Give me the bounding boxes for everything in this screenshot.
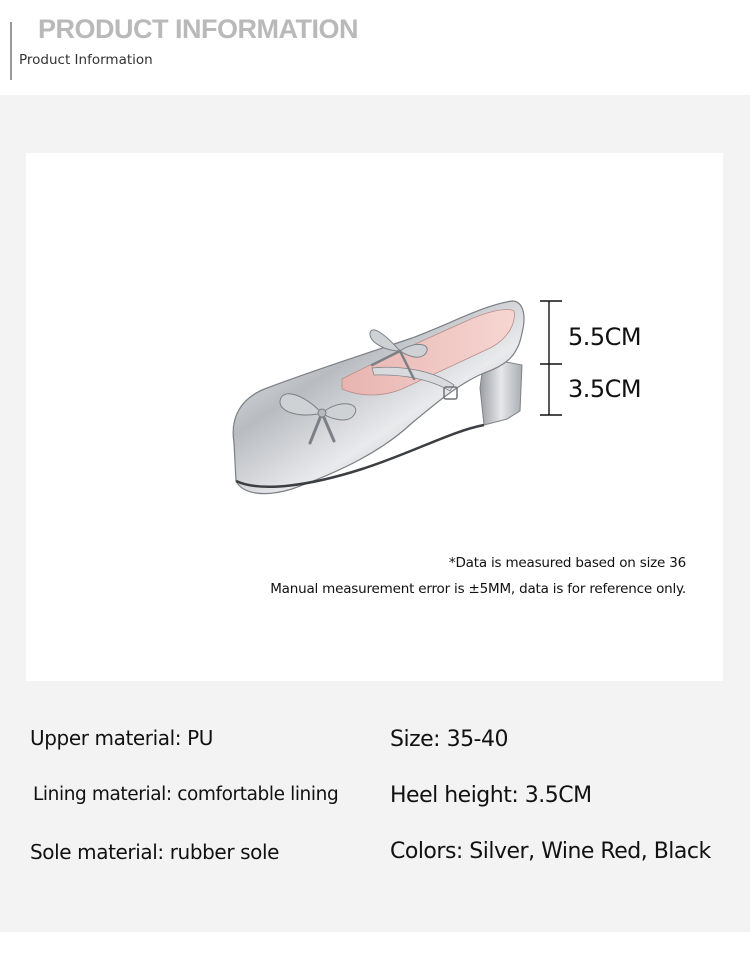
shoe-illustration <box>222 293 532 498</box>
shaft-height-label: 5.5CM <box>568 323 642 351</box>
error-note: Manual measurement error is ±5MM, data is for reference only. <box>270 581 686 597</box>
measurement-bracket <box>531 298 661 428</box>
spec-upper-material: Upper material: PU <box>30 726 213 750</box>
heel-height-label: 3.5CM <box>568 375 642 403</box>
spec-heel-height: Heel height: 3.5CM <box>390 783 592 808</box>
page-subtitle: Product Information <box>19 52 153 68</box>
spec-size: Size: 35-40 <box>390 727 508 752</box>
spec-colors: Colors: Silver, Wine Red, Black <box>390 839 711 864</box>
page-header <box>0 0 750 95</box>
page-title: PRODUCT INFORMATION <box>38 14 358 44</box>
product-image-card <box>26 153 723 681</box>
spec-lining-material: Lining material: comfortable lining <box>33 784 339 805</box>
size-note: *Data is measured based on size 36 <box>448 555 686 571</box>
footer-strip <box>0 932 750 976</box>
header-accent-bar <box>10 22 12 80</box>
spec-sole-material: Sole material: rubber sole <box>30 840 280 864</box>
